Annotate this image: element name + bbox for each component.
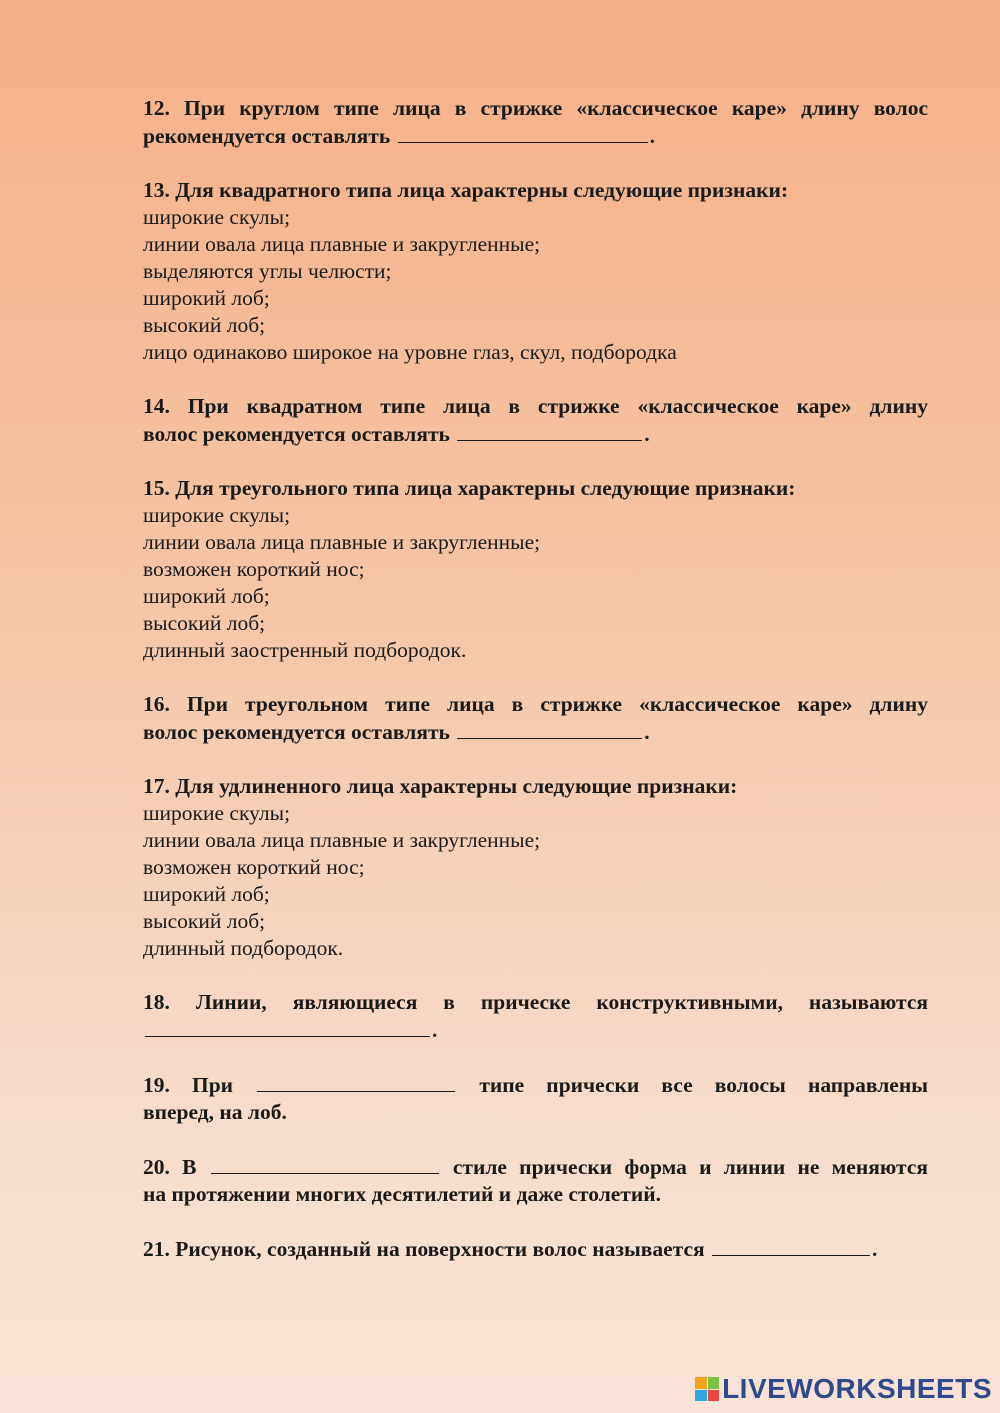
option-item[interactable]: высокий лоб; xyxy=(143,313,266,337)
option-item[interactable]: линии овала лица плавные и закругленные; xyxy=(143,828,541,852)
question-19 xyxy=(143,1071,928,1126)
answer-blank-16[interactable] xyxy=(457,718,642,739)
answer-blank-18[interactable] xyxy=(145,1016,430,1037)
question-text: 16. При треугольном типе лица в стрижке «классическое каре» длину xyxy=(143,692,928,716)
option-item[interactable]: длинный подбородок. xyxy=(143,936,344,960)
question-text: на протяжении многих десятилетий и даже столетий. xyxy=(143,1182,662,1206)
punctuation: . xyxy=(644,720,650,744)
question-text: волос рекомендуется оставлять xyxy=(143,720,450,744)
question-text: типе прически все волосы направлены xyxy=(479,1073,928,1097)
question-12 xyxy=(143,95,928,150)
question-text: 18. Линии, являющиеся в прическе конструктивными, называются xyxy=(143,990,928,1014)
question-17 xyxy=(143,773,928,962)
option-item[interactable]: широкий лоб; xyxy=(143,584,270,608)
option-item[interactable]: возможен короткий нос; xyxy=(143,557,365,581)
option-item[interactable]: широкий лоб; xyxy=(143,882,270,906)
option-item[interactable]: длинный заостренный подбородок. xyxy=(143,638,467,662)
question-14 xyxy=(143,393,928,448)
question-16 xyxy=(143,691,928,746)
option-item[interactable]: выделяются углы челюсти; xyxy=(143,259,392,283)
question-text: волос рекомендуется оставлять xyxy=(143,422,450,446)
answer-blank-12[interactable] xyxy=(398,122,648,143)
liveworksheets-footer[interactable] xyxy=(695,1373,992,1405)
question-18 xyxy=(143,989,928,1044)
option-item[interactable]: линии овала лица плавные и закругленные; xyxy=(143,232,541,256)
option-item[interactable]: возможен короткий нос; xyxy=(143,855,365,879)
question-text: вперед, на лоб. xyxy=(143,1100,287,1124)
question-13 xyxy=(143,177,928,366)
option-item[interactable]: лицо одинаково широкое на уровне глаз, скул, подбородка xyxy=(143,340,677,364)
answer-blank-21[interactable] xyxy=(712,1235,870,1256)
answer-blank-20[interactable] xyxy=(211,1153,439,1174)
punctuation: . xyxy=(644,422,650,446)
liveworksheets-logo-icon xyxy=(695,1377,719,1401)
question-15 xyxy=(143,475,928,664)
brand-name: LIVEWORKSHEETS xyxy=(722,1373,992,1404)
question-text: рекомендуется оставлять xyxy=(143,124,391,148)
question-title: 17. Для удлиненного лица характерны следующие признаки: xyxy=(143,774,738,798)
option-item[interactable]: широкие скулы; xyxy=(143,503,291,527)
answer-blank-19[interactable] xyxy=(257,1071,455,1092)
question-text: 19. При xyxy=(143,1073,234,1097)
question-text: 21. Рисунок, созданный на поверхности волос называется xyxy=(143,1237,705,1261)
question-text: 20. В xyxy=(143,1155,197,1179)
question-text: 12. При круглом типе лица в стрижке «классическое каре» длину волос xyxy=(143,96,928,120)
question-text: 14. При квадратном типе лица в стрижке «классическое каре» длину xyxy=(143,394,928,418)
option-item[interactable]: высокий лоб; xyxy=(143,909,266,933)
question-title: 15. Для треугольного типа лица характерны следующие признаки: xyxy=(143,476,796,500)
option-item[interactable]: линии овала лица плавные и закругленные; xyxy=(143,530,541,554)
question-title: 13. Для квадратного типа лица характерны следующие признаки: xyxy=(143,178,789,202)
punctuation: . xyxy=(649,124,655,148)
question-20 xyxy=(143,1153,928,1208)
option-item[interactable]: высокий лоб; xyxy=(143,611,266,635)
option-item[interactable]: широкие скулы; xyxy=(143,801,291,825)
punctuation: . xyxy=(432,1018,438,1042)
punctuation: . xyxy=(872,1237,878,1261)
option-item[interactable]: широкие скулы; xyxy=(143,205,291,229)
question-text: стиле прически форма и линии не меняются xyxy=(452,1155,929,1179)
option-item[interactable]: широкий лоб; xyxy=(143,286,270,310)
worksheet xyxy=(143,95,928,1290)
answer-blank-14[interactable] xyxy=(457,420,642,441)
question-21 xyxy=(143,1235,928,1263)
